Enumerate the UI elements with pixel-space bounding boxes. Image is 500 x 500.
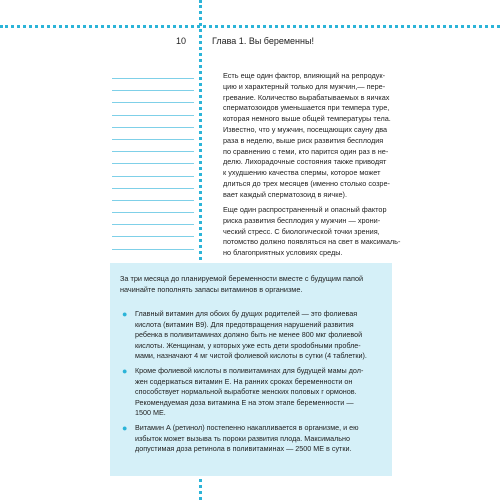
text-line: 1500 МЕ. xyxy=(135,408,166,418)
text-line: по сравнению с теми, кто парится один раз в не- xyxy=(223,146,389,156)
text-line: ческий стресс. С биологической точки зрения, xyxy=(223,226,380,236)
note-line xyxy=(112,90,194,91)
text-line: Еще один распространенный и опасный фактор xyxy=(223,205,387,214)
text-line: Витамин А (ретинол) постепенно накапливается в организме, и ею xyxy=(135,422,359,432)
note-line xyxy=(112,249,194,250)
text-line: кислота (витамин B9). Для предотвращения нарушений развития xyxy=(135,319,354,329)
note-line xyxy=(112,224,194,225)
text-line: Главный витамин для обоих бу дущих родителей — это фолиевая xyxy=(135,309,358,318)
note-line xyxy=(112,115,194,116)
text-line: к ухудшению качества спермы, которое может xyxy=(223,168,381,178)
text-line: делю. Лихорадочные состояния также приводят xyxy=(223,157,387,167)
text-line: риска развития бесплодия у мужчин — хрони- xyxy=(223,215,381,225)
note-line xyxy=(112,236,194,237)
text-line: гревание. Количество вырабатываемых в яичках xyxy=(223,92,390,102)
text-line: сперматозоидов уменьшается при темпера туре, xyxy=(223,103,390,113)
note-line xyxy=(112,212,194,213)
body-paragraph-1 xyxy=(213,71,390,201)
text-line: потомство должно появляться на свет в максималь- xyxy=(223,237,401,247)
text-line: которая немного выше общей температуры тела. xyxy=(223,114,391,124)
text-line: но благоприятных условиях среды. xyxy=(223,248,343,258)
top-dotted-rule xyxy=(0,25,500,28)
page-number: 10 xyxy=(176,36,187,46)
text-line: ребенка в поливитаминах должно быть не менее 800 мкг фолиевой xyxy=(135,330,363,340)
text-line: способствует нормальной выработке женских половых г ормонов. xyxy=(135,387,357,397)
text-line: цию и характерный только для мужчин,— пере- xyxy=(223,81,386,91)
text-line: кислоты. Женщинам, у которых уже есть дети spodобными пробле- xyxy=(135,340,361,350)
text-line: За три месяца до планируемой беременности вместе с будущим папой xyxy=(120,274,364,283)
text-line: Есть еще один фактор, влияющий на репродук- xyxy=(223,71,386,80)
text-line: начинайте пополнять запасы витаминов в организме. xyxy=(120,285,303,294)
bullet-dot-icon: ● xyxy=(122,309,128,319)
note-line xyxy=(112,188,194,189)
text-line: Кроме фолиевой кислоты в поливитаминах для будущей мамы дол- xyxy=(135,365,364,375)
bullet-dot-icon: ● xyxy=(122,365,128,376)
note-line xyxy=(112,127,194,128)
note-line xyxy=(112,139,194,140)
callout-bullet-list xyxy=(120,309,384,459)
note-line xyxy=(112,78,194,79)
note-line xyxy=(112,163,194,164)
text-line: длиться до трех месяцев (именно столько созре- xyxy=(223,178,390,188)
note-line xyxy=(112,176,194,177)
note-line xyxy=(112,102,194,103)
text-line: раза в неделю, выше риск развития бесплодия xyxy=(223,135,384,145)
callout-intro xyxy=(120,273,385,295)
text-line: вает каждый сперматозоид в яичке). xyxy=(223,189,348,199)
list-item xyxy=(120,423,384,455)
list-item xyxy=(120,309,384,362)
vitamin-callout-box xyxy=(110,263,392,476)
text-line: жен содержаться витамин Е. На ранних сроках беременности он xyxy=(135,376,353,386)
note-line xyxy=(112,151,194,152)
bullet-dot-icon: ● xyxy=(122,422,128,433)
text-line: Известно, что у мужчин, посещающих сауну два xyxy=(223,124,388,134)
list-item xyxy=(120,366,384,419)
text-line: Рекомендуемая доза витамина Е на этом этапе беременности — xyxy=(135,397,354,407)
note-line xyxy=(112,200,194,201)
body-paragraph-2 xyxy=(213,205,401,259)
notes-lines xyxy=(112,78,194,261)
text-line: допустимая доза ретинола в поливитаминах — 2500 МЕ в сутки. xyxy=(135,444,352,454)
chapter-title: Глава 1. Вы беременны! xyxy=(212,36,314,46)
text-line: мами, назначают 4 мг чистой фолиевой кислоты в сутки (4 таблетки). xyxy=(135,351,367,361)
text-line: избыток может вызыва ть пороки развития плода. Максимально xyxy=(135,433,350,443)
